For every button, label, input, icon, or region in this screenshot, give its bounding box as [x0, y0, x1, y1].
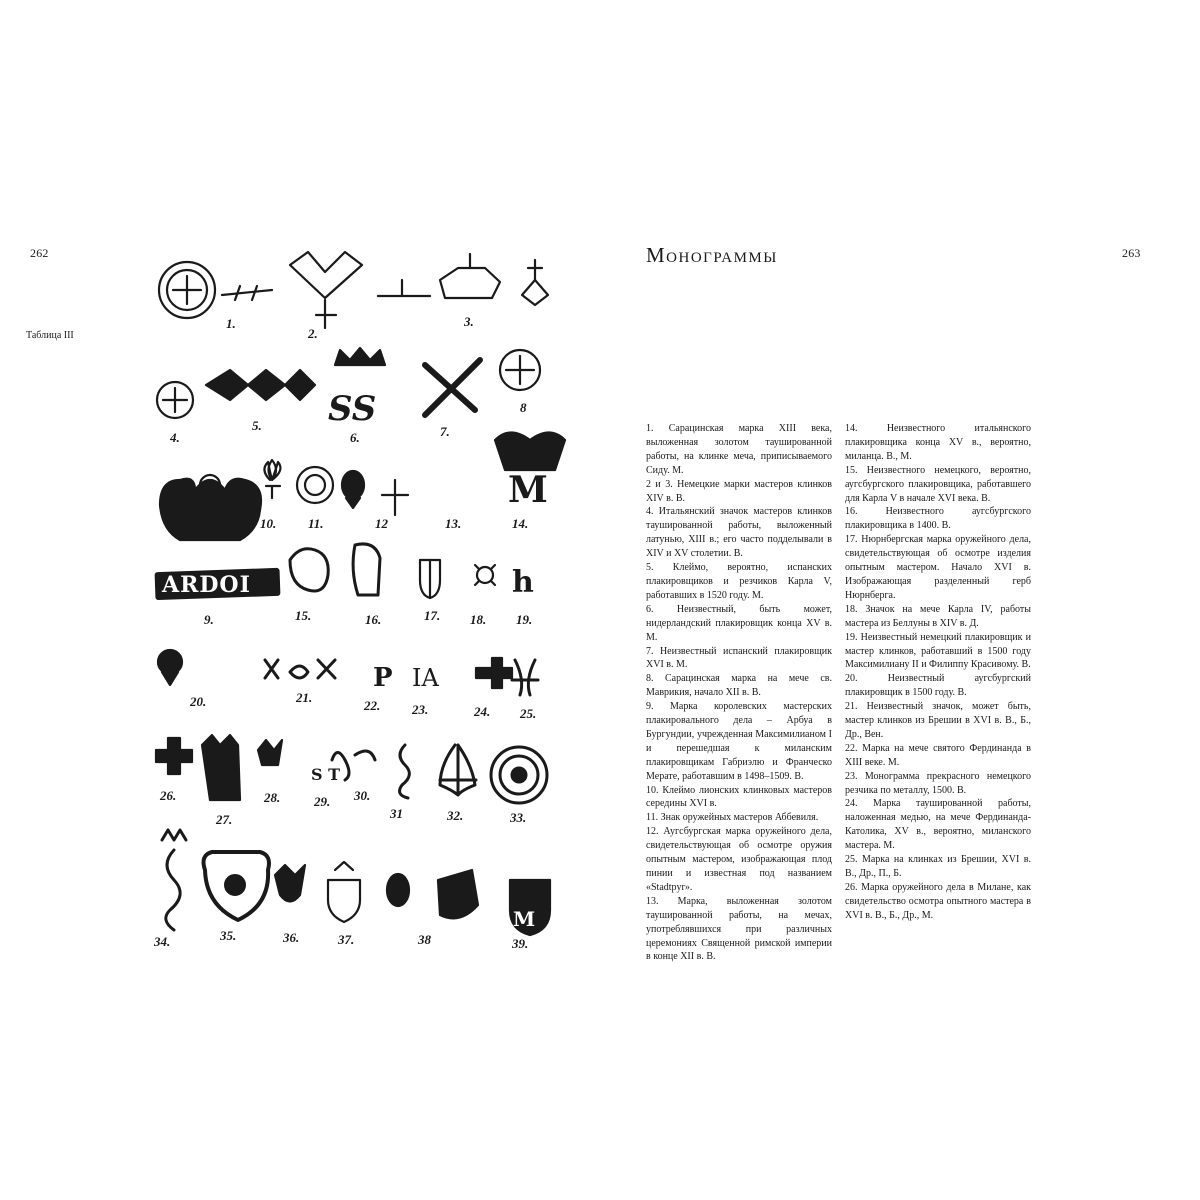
- caption-item: 18. Значок на мече Карла IV, работы мастера из Беллуны в XIV в. Д.: [845, 603, 1031, 629]
- mark-19-letter: h: [512, 565, 534, 600]
- caption-item: 25. Марка на клинках из Брешии, XVI в. В., Др., П., Б.: [845, 854, 1031, 879]
- captions-column-left: [646, 422, 832, 964]
- mark-33-circle-icon: [491, 747, 547, 803]
- mark-28-crown-icon: [258, 740, 282, 765]
- mark-label-24: 24.: [474, 704, 491, 719]
- mark-17-shield-icon: [420, 560, 440, 598]
- mark-label-3: 3.: [464, 314, 474, 329]
- mark-label-21: 21.: [296, 690, 313, 705]
- mark-label-2: 2.: [308, 326, 318, 341]
- mark-label-23: 23.: [412, 702, 429, 717]
- mark-label-27: 27.: [216, 812, 233, 827]
- mark-label-7: 7.: [440, 424, 450, 439]
- mark-label-36: 36.: [283, 930, 300, 945]
- mark-11-circle-icon: [297, 467, 333, 503]
- caption-item: 2 и 3. Немецкие марки мастеров клинков XIV в. В.: [646, 478, 832, 504]
- mark-9-banner-text: ARDOI: [162, 572, 251, 598]
- mark-label-38: 38: [418, 932, 431, 947]
- mark-20-flower-icon: [158, 650, 182, 685]
- caption-item: 4. Итальянский значок мастеров клинков таушированной работы, выложенный латунью, XIII в.; его часто подделывали в XIV и XV столетии. В.: [646, 506, 832, 560]
- caption-item: 9. Марка королевских мастерских плакировального дела – Арбуа в Бургундии, учрежденная Максимилианом I и перешедшая к миланским плакировщикам Габриэлю и Франческо Мерате, работавшим в 1498–1509. В.: [646, 701, 832, 782]
- mark-label-16: 16.: [365, 612, 382, 627]
- caption-item: 1. Сарацинская марка XIII века, выложенная золотом таушированной работы, на клинке меча, приписываемого Сиду. М.: [646, 423, 832, 476]
- caption-item: 14. Неизвестного итальянского плакировщика конца XV в., вероятно, миланца. В., М.: [845, 423, 1031, 462]
- mark-15-head-icon: [290, 549, 328, 591]
- mark-label-10: 10.: [260, 516, 277, 531]
- mark-1-cross-circle-icon: [159, 262, 272, 318]
- caption-item: 26. Марка оружейного дела в Милане, как свидетельство осмотра опытного мастера в XVI в. В., Б., Др., М.: [845, 881, 1031, 921]
- mark-8-cross-circle-icon: [500, 350, 540, 390]
- mark-label-33: 33.: [510, 810, 527, 825]
- mark-label-22: 22.: [364, 698, 381, 713]
- marks-illustration: [140, 240, 580, 970]
- caption-item: 10. Клеймо лионских клинковых мастеров середины XVI в.: [646, 784, 832, 810]
- mark-label-6: 6.: [350, 430, 360, 445]
- mark-37-shield-icon: [328, 862, 360, 922]
- mark-38-pine-icon: [387, 874, 409, 906]
- mark-label-19: 19.: [516, 612, 533, 627]
- mark-5-diamonds-icon: [206, 370, 315, 400]
- mark-9-crown-icon: [160, 475, 261, 540]
- caption-item: 13. Марка, выложенная золотом таушированной работы, на мечах, употреблявшихся при различных церемониях Священной римской империи в конце XII в. В.: [646, 895, 832, 963]
- mark-32-fleur-icon: [440, 745, 476, 795]
- mark-label-15: 15.: [295, 608, 312, 623]
- mark-13-cross-icon: [382, 480, 408, 515]
- mark-label-32: 32.: [447, 808, 464, 823]
- caption-item: 11. Знак оружейных мастеров Аббевиля.: [646, 812, 819, 824]
- marks-plate: [140, 240, 580, 970]
- caption-item: 21. Неизвестный значок, может быть, мастер клинков из Брешии в XVI в. В., Б., Др., Вен.: [845, 701, 1031, 740]
- mark-6-letters: SS: [328, 389, 377, 429]
- mark-label-25: 25.: [520, 706, 537, 721]
- section-title: Монограммы: [646, 243, 778, 267]
- mark-cross-diamond-icon: [522, 260, 548, 305]
- mark-16-helmet-icon: [353, 544, 380, 595]
- mark-label-11: 11.: [308, 516, 324, 531]
- mark-label-5: 5.: [252, 418, 262, 433]
- mark-23-letters: IA: [412, 664, 439, 692]
- caption-item: 16. Неизвестного аугсбургского плакировщика в 1400. В.: [845, 506, 1031, 532]
- mark-label-8: 8: [520, 400, 527, 415]
- mark-27-king-icon: [202, 735, 240, 800]
- mark-39-letter: M: [513, 907, 536, 931]
- mark-label-14: 14.: [512, 516, 529, 531]
- caption-item: 6. Неизвестный, быть может, нидерландский плакировщик конца XV в. М.: [646, 603, 832, 643]
- mark-18-circle-icon: [475, 565, 495, 585]
- mark-3-crown-icon: [378, 254, 500, 298]
- captions-column-right: [845, 422, 1031, 923]
- mark-label-18: 18.: [470, 612, 487, 627]
- mark-2-chevron-icon: [290, 252, 362, 328]
- mark-25-fish-icon: [512, 660, 538, 695]
- mark-label-20: 20.: [190, 694, 207, 709]
- mark-21-symbols-icon: [265, 660, 335, 678]
- caption-item: 5. Клеймо, вероятно, испанских плакировщиков и резчиков Карла V, работавших в 1520 году. М.: [646, 562, 832, 601]
- mark-label-1: 1.: [226, 316, 236, 331]
- mark-label-30: 30.: [354, 788, 371, 803]
- mark-14-letter: M: [508, 469, 548, 511]
- mark-label-29: 29.: [314, 794, 331, 809]
- mark-label-4: 4.: [170, 430, 180, 445]
- mark-label-9: 9.: [204, 612, 214, 627]
- mark-12-pine-icon: [342, 471, 364, 508]
- mark-label-28: 28.: [264, 790, 281, 805]
- page-number-left: 262: [30, 246, 49, 260]
- plate-label: Таблица III: [26, 330, 74, 341]
- mark-35-shield-icon: [204, 852, 269, 920]
- mark-label-34: 34.: [154, 934, 171, 949]
- caption-item: 15. Неизвестного немецкого, вероятно, аугсбургского плакировщика, работавшего для Карла V в начале XVI века. В.: [845, 464, 1031, 504]
- mark-36-shield-icon: [275, 865, 305, 902]
- caption-item: 8. Сарацинская марка на мече св. Маврикия, начало XII в. В.: [646, 673, 832, 699]
- mark-label-26: 26.: [160, 788, 177, 803]
- mark-label-39: 39.: [512, 936, 529, 951]
- mark-label-17: 17.: [424, 608, 441, 623]
- mark-6-crown-icon: [335, 348, 385, 365]
- mark-label-13: 13.: [445, 516, 462, 531]
- caption-item: 7. Неизвестный испанский плакировщик XVI в. М.: [646, 645, 832, 671]
- mark-label-35: 35.: [220, 928, 237, 943]
- mark-7-x-icon: [425, 360, 480, 415]
- mark-24-cross-icon: [476, 658, 512, 688]
- caption-item: 20. Неизвестный аугсбургский плакировщик в 1500 году. В.: [845, 673, 1031, 699]
- caption-item: 19. Неизвестный немецкий плакировщик и мастер клинков, работавший в 1500 году Максимилиану II и Филиппу Красивому. В.: [845, 631, 1031, 671]
- page-number-right: 263: [1122, 246, 1141, 260]
- caption-item: 24. Марка таушированной работы, наложенная медью, на мече Фердинанда-Католика, XV в., вероятно, миланского мастера. М.: [845, 798, 1031, 852]
- caption-item: 22. Марка на мече святого Фердинанда в XIII веке. М.: [845, 742, 1031, 768]
- mark-label-12: 12: [375, 516, 388, 531]
- mark-label-31: 31: [390, 806, 403, 821]
- mark-4-cross-circle-icon: [157, 382, 193, 418]
- caption-item: 23. Монограмма прекрасного немецкого резчика по металлу, 1500. В.: [845, 770, 1031, 796]
- caption-item: 17. Нюрнбергская марка оружейного дела, свидетельствующая об осмотре изделия опытным мастером. Начало XVI в. Изображающая разделенный герб Нюрнберга.: [845, 534, 1031, 601]
- mark-31-snake-icon: [400, 745, 410, 798]
- caption-item: 12. Аугсбургская марка оружейного дела, свидетельствующая об осмотре оружия опытным мастером, изображающая плод пинии и известная под названием «Stadtpyr».: [646, 826, 832, 893]
- mark-22-letter: P: [373, 663, 393, 693]
- mark-14-monogram-icon: [495, 433, 565, 471]
- mark-29-letters: S T: [311, 765, 341, 784]
- mark-label-37: 37.: [338, 932, 355, 947]
- mark-10-fleur-icon: [264, 460, 280, 498]
- mark-34-snake-icon: [162, 830, 186, 930]
- mark-26-cross-icon: [156, 738, 192, 774]
